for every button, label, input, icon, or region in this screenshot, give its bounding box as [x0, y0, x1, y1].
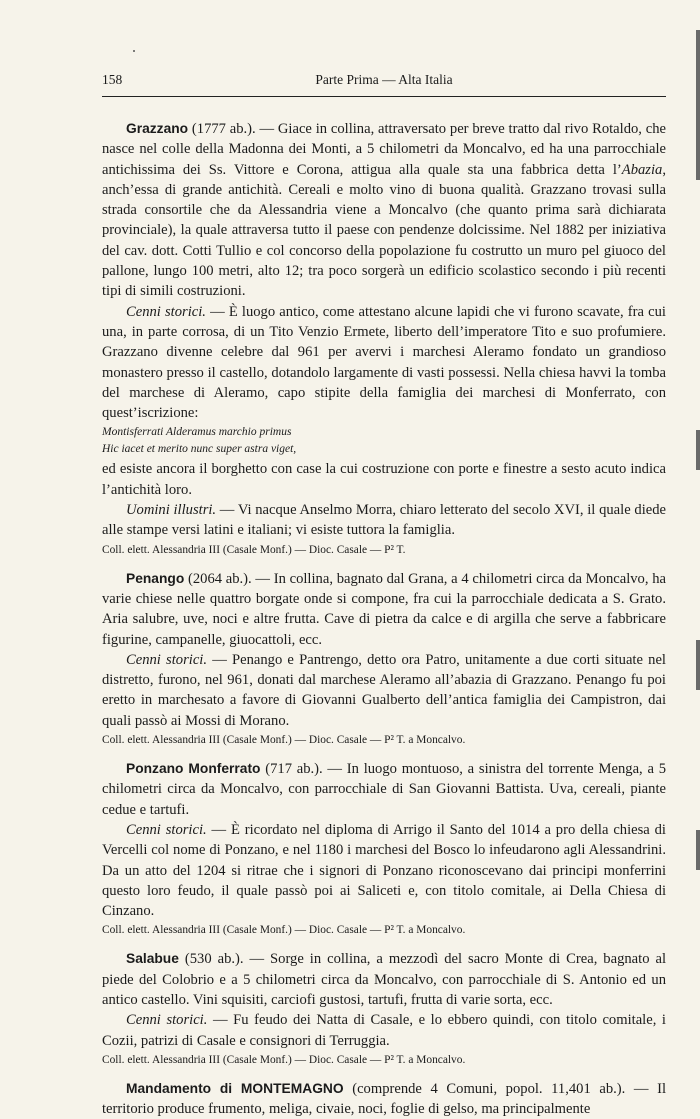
ink-speck [133, 50, 135, 52]
electoral-note: Coll. elett. Alessandria III (Casale Monf.) — Dioc. Casale — P² T. a Moncalvo. [102, 924, 466, 937]
entry-heading: Salabue [126, 951, 179, 967]
entry-intro: Penango (2064 ab.). — In collina, bagnato dal Grana, a 4 chilometri circa da Moncalvo, ha varie chiese nelle quattro borgate onde si compone, fra cui la parrocchiale dedicata a S. Grato. Aria salubre, uve, noci e altre frutta. Cave di pietra da calce e di argilla che serve a fabbricare figurine, campanelle, giuocattoli, ecc. [102, 570, 666, 648]
entry-history: Cenni storici. — È luogo antico, come attestano alcune lapidi che vi furono scavate, fra cui una, in parte corrosa, di un Tito Venzio Ermete, liberto dell’imperatore Tito e suo profumiere. Grazzano divenne celebre dal 961 per avervi i marchesi Aleramo fondato un grandioso monastero presso il castello, dotandolo largamente di vasti possessi. Nella chiesa havvi la tomba del marchese di Aleramo, capo stipite della famiglia dei marchesi di Monferrato, con quest’iscrizione: [102, 303, 666, 422]
entry-salabue [102, 949, 666, 1069]
entry-heading: Grazzano [126, 121, 189, 136]
entry-penango [102, 569, 666, 750]
entry-intro: Grazzano (1777 ab.). — Giace in collina, attraversato per breve tratto dal rivo Rotaldo, che nasce nel colle della Madonna dei Monti, a 5 chilometri da Moncalvo, ed ha una parrocchiale antichissima dei Ss. Vittore e Corona, attigua alla quale sta una fabbrica detta l’Abazia, anch’essa di grande antichità. Cereali e molto vino di buona qualità. Grazzano trovasi sulla strada consortile che da Alessandria viene a Moncalvo (che quanto prima sarà dichiarata provinciale), la quale attraversa tutto il paese con pendenze dolcissime. Nel 1882 per iniziativa del cav. dott. Cotti Tullio e col concorso della popolazione fu costrutto un muro pel giuoco del pallone, lungo 100 metri, alto 12; tra poco sorgerà un edificio scolastico secondo i più recenti tipi di simili costruzioni. [102, 121, 666, 300]
electoral-note: Coll. elett. Alessandria III (Casale Monf.) — Dioc. Casale — P² T. a Moncalvo. [102, 1053, 466, 1066]
entry-history: Cenni storici. — È ricordato nel diploma di Arrigo il Santo del 1014 a pro della chiesa di Vercelli col nome di Ponzano, e nel 1180 i marchesi del Bosco lo infeudarono agli Alessandrini. Da un atto del 1204 si ritrae che i signori di Ponzano riconoscevano dai principi monferrini questo loro feudo, il quale passò poi ai Saliceti e, con titolo comitale, ai Della Chiesa di Cinzano. [102, 821, 666, 920]
entry-ponzano-monferrato [102, 759, 666, 940]
entry-continuation: ed esiste ancora il borghetto con case la cui costruzione con porte e finestre a sesto acuto indica l’antichità loro. [102, 461, 666, 498]
history-label: Cenni storici. [126, 651, 207, 668]
running-header [102, 72, 666, 92]
inscription-line: Montisferrati Alderamus marchio primus [102, 426, 292, 439]
page-edge-shadow [696, 830, 700, 870]
header-rule [102, 96, 666, 97]
entry-heading: Penango [126, 570, 185, 586]
electoral-note: Coll. elett. Alessandria III (Casale Monf.) — Dioc. Casale — P² T. a Moncalvo. [102, 734, 466, 747]
electoral-note: Coll. elett. Alessandria III (Casale Monf.) — Dioc. Casale — P² T. [102, 543, 406, 556]
inscription [102, 424, 666, 458]
running-title: Parte Prima — Alta Italia [315, 72, 453, 87]
history-label: Cenni storici. [126, 1012, 208, 1029]
page-edge-shadow [696, 640, 700, 690]
notable-label: Uomini illustri. [126, 502, 217, 519]
page-edge-shadow [696, 430, 700, 470]
history-label: Cenni storici. [126, 303, 206, 320]
entry-intro: Salabue (530 ab.). — Sorge in collina, a mezzodì del sacro Monte di Crea, bagnato al piede del Colobrio e a 5 chilometri circa da Moncalvo, con parrocchiale di S. Antonio ed un antico castello. Vini squisiti, carciofi gustosi, tartufi, frutta di varie sorta, ecc. [102, 951, 666, 1008]
entry-heading: Ponzano Monferrato [126, 761, 261, 777]
entry-heading: Mandamento di MONTEMAGNO [126, 1080, 344, 1096]
entry-notable-people: Uomini illustri. — Vi nacque Anselmo Morra, chiaro letterato del secolo XVI, il quale diede alle stampe versi latini e italiani; vi esiste tuttora la famiglia. [102, 502, 666, 539]
entry-intro: Ponzano Monferrato (717 ab.). — In luogo montuoso, a sinistra del torrente Menga, a 5 chilometri circa da Moncalvo, con parrocchiale di San Giovanni Battista. Uva, cereali, piante cedue e tartufi. [102, 761, 666, 818]
entry-history: Cenni storici. — Penango e Pantrengo, detto ora Patro, unitamente a due corti situate nel distretto, furono, nel 961, donati dal marchese Aleramo all’abazia di Grazzano. Penango fu poi eretto in marchesato a favore di Giovanni Gualberto dell’antica famiglia dei Campistron, dai quali passò ai Mossi di Morano. [102, 651, 666, 729]
entry-grazzano [102, 119, 666, 560]
history-label: Cenni storici. [126, 821, 207, 838]
page-number: 158 [102, 72, 123, 87]
page-edge-shadow [696, 30, 700, 180]
inscription-line: Hic iacet et merito nunc super astra viget, [102, 443, 297, 456]
page-body [102, 119, 666, 1119]
entry-intro: Mandamento di MONTEMAGNO (comprende 4 Comuni, popol. 11,401 ab.). — Il territorio produce frumento, meliga, civaie, noci, foglie di gelso, ma principalmente [102, 1080, 667, 1118]
entry-mandamento-montemagno [102, 1079, 666, 1119]
entry-history: Cenni storici. — Fu feudo dei Natta di Casale, e lo ebbero quindi, con titolo comitale, i Cozii, patrizi di Casale e consignori di Terruggia. [102, 1012, 666, 1049]
